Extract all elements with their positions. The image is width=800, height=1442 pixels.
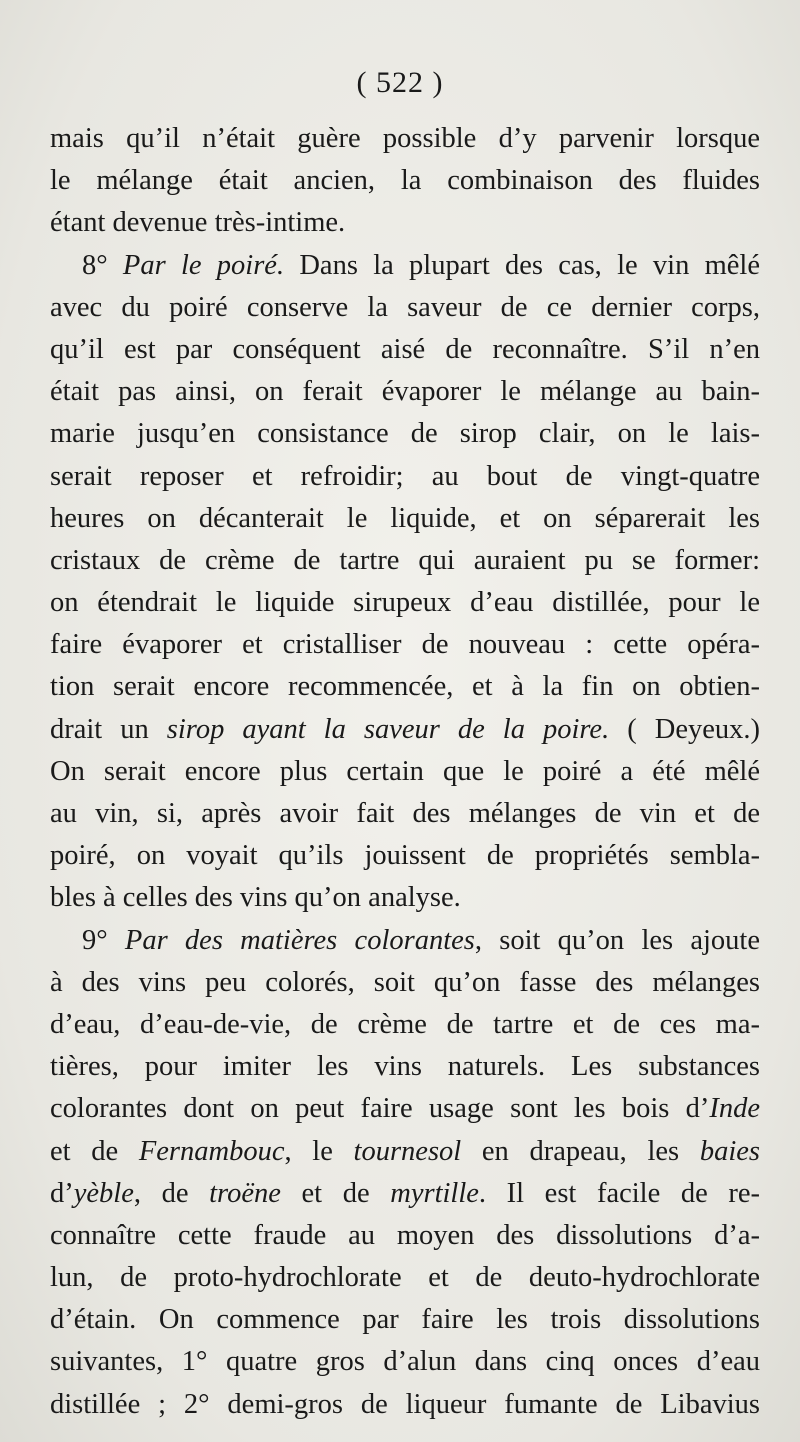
italic-text: Par des matières colorantes: [124, 924, 475, 956]
text-segment: suivantes, 1° quatre gros d’alun dans cinq onces d’eau: [50, 1346, 760, 1378]
text-line: [50, 287, 760, 329]
text-segment: serait reposer et refroidir; au bout de vingt-quatre: [50, 460, 760, 492]
text-line: [50, 920, 760, 962]
text-segment: . Il est facile de re-: [478, 1177, 761, 1209]
text-line: [50, 877, 760, 919]
text-line: [50, 540, 760, 582]
body-text: [50, 118, 760, 1426]
text-segment: étant devenue très-intime.: [50, 207, 346, 239]
text-segment: 9°: [82, 924, 125, 956]
text-segment: poiré, on voyait qu’ils jouissent de propriétés sembla-: [50, 840, 760, 872]
italic-text: Inde: [709, 1093, 760, 1125]
text-line: [50, 245, 760, 287]
text-segment: qu’il est par conséquent aisé de reconnaître. S’il n’en: [50, 333, 760, 365]
text-segment: en drapeau, les: [461, 1135, 700, 1167]
text-line: [50, 1173, 760, 1215]
text-segment: distillée ; 2° demi-gros de liqueur fumante de Libavius: [50, 1388, 760, 1420]
text-segment: , le: [284, 1135, 354, 1167]
text-segment: heures on décanterait le liquide, et on séparerait les: [50, 502, 760, 534]
text-line: [50, 202, 760, 244]
text-segment: 8°: [82, 249, 123, 281]
text-segment: d’eau, d’eau-de-vie, de crème de tartre et de ces ma-: [50, 1008, 760, 1040]
text-line: [50, 751, 760, 793]
italic-text: myrtille: [390, 1177, 479, 1209]
text-line: [50, 498, 760, 540]
text-segment: , de: [133, 1177, 210, 1209]
text-segment: Dans la plupart des cas, le vin mêlé: [284, 249, 760, 281]
text-line: [50, 1088, 760, 1130]
text-segment: tion serait encore recommencée, et à la fin on obtien-: [50, 671, 760, 703]
text-line: [50, 1046, 760, 1088]
text-segment: et de: [50, 1135, 139, 1167]
text-line: [50, 329, 760, 371]
text-line: [50, 835, 760, 877]
text-segment: ( Deyeux.): [609, 713, 760, 745]
text-segment: bles à celles des vins qu’on analyse.: [50, 882, 461, 914]
text-line: [50, 456, 760, 498]
text-line: [50, 624, 760, 666]
text-line: [50, 1299, 760, 1341]
text-segment: avec du poiré conserve la saveur de ce dernier corps,: [50, 291, 760, 323]
text-line: [50, 582, 760, 624]
text-line: [50, 709, 760, 751]
text-segment: et de: [280, 1177, 391, 1209]
text-line: [50, 1384, 760, 1426]
text-segment: au vin, si, après avoir fait des mélanges de vin et de: [50, 798, 760, 829]
text-line: [50, 1131, 760, 1173]
text-line: [50, 118, 760, 160]
text-segment: le mélange était ancien, la combinaison des fluides: [50, 165, 760, 197]
italic-text: Par le poiré.: [122, 249, 285, 281]
text-line: [50, 1215, 760, 1257]
text-line: [50, 793, 760, 835]
text-line: [50, 666, 760, 708]
italic-text: yèble: [73, 1177, 134, 1209]
text-segment: était pas ainsi, on ferait évaporer le mélange au bain-: [50, 376, 760, 408]
text-segment: colorantes dont on peut faire usage sont les bois d’: [50, 1093, 710, 1125]
text-segment: d’étain. On commence par faire les trois dissolutions: [50, 1304, 760, 1336]
text-segment: on étendrait le liquide sirupeux d’eau distillée, pour le: [50, 587, 760, 619]
italic-text: tournesol: [353, 1135, 462, 1167]
text-segment: d’: [50, 1177, 74, 1209]
text-line: [50, 962, 760, 1004]
text-segment: drait un: [50, 713, 167, 745]
text-segment: tières, pour imiter les vins naturels. Les substances: [50, 1051, 760, 1083]
italic-text: baies: [699, 1135, 760, 1167]
page-number: ( 522 ): [356, 66, 444, 99]
italic-text: troëne: [209, 1177, 281, 1209]
text-line: [50, 371, 760, 413]
text-line: [50, 1341, 760, 1383]
text-segment: faire évaporer et cristalliser de nouveau : cette opéra-: [50, 629, 760, 661]
text-line: [50, 413, 760, 455]
text-segment: connaître cette fraude au moyen des dissolutions d’a-: [50, 1219, 760, 1251]
text-segment: cristaux de crème de tartre qui auraient pu se former:: [50, 544, 760, 576]
text-line: [50, 1004, 760, 1046]
text-segment: à des vins peu colorés, soit qu’on fasse des mélanges: [50, 966, 760, 998]
text-segment: On serait encore plus certain que le poiré a été mêlé: [50, 755, 760, 787]
text-segment: lun, de proto-hydrochlorate et de deuto-hydrochlorate: [50, 1262, 760, 1294]
text-segment: , soit qu’on les ajoute: [474, 924, 760, 956]
text-segment: mais qu’il n’était guère possible d’y parvenir lorsque: [50, 123, 760, 154]
text-line: [50, 1257, 760, 1299]
italic-text: sirop ayant la saveur de la poire.: [166, 713, 610, 745]
italic-text: Fernambouc: [138, 1135, 285, 1167]
text-line: [50, 160, 760, 202]
text-segment: marie jusqu’en consistance de sirop clair, on le lais-: [50, 418, 760, 450]
